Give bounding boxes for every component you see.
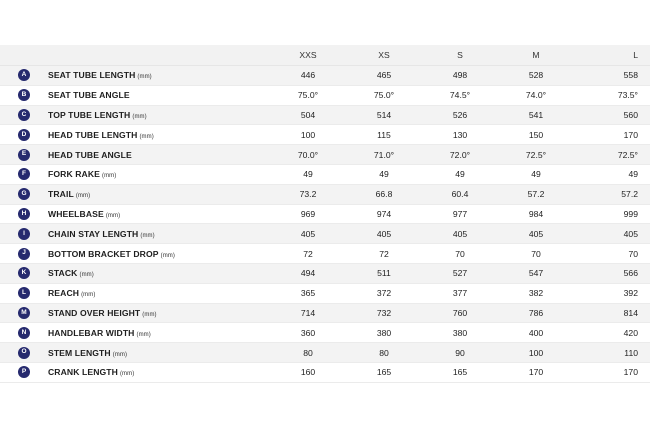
letter-badge: D <box>18 129 30 141</box>
row-value-cell: 558 <box>623 70 638 81</box>
row-letter-cell <box>0 129 48 141</box>
row-value-cell: 74.5° <box>449 90 471 101</box>
row-unit: (mm) <box>105 212 121 219</box>
row-label <box>48 169 270 179</box>
row-value-cell: 73.5° <box>617 90 638 101</box>
row-value-cell: 71.0° <box>373 149 395 160</box>
row-unit: (mm) <box>160 252 175 259</box>
row-value-cell: 70 <box>531 248 541 259</box>
row-label <box>48 130 270 140</box>
row-letter-cell <box>0 89 48 101</box>
row-unit: (mm) <box>136 331 151 338</box>
letter-badge: J <box>18 248 30 260</box>
row-letter-cell <box>0 109 48 121</box>
row-label <box>48 268 270 278</box>
letter-badge: N <box>18 327 30 339</box>
letter-badge: P <box>18 366 30 378</box>
row-value-cell: 160 <box>300 367 316 378</box>
row-value-cell: 560 <box>623 109 638 120</box>
row-label <box>48 348 270 358</box>
row-value-cell: 49 <box>531 169 541 180</box>
table-body <box>0 66 650 383</box>
row-value-cell: 74.0° <box>525 90 547 101</box>
row-value-cell: 380 <box>452 327 468 338</box>
letter-badge: B <box>18 89 30 101</box>
row-letter-cell <box>0 149 48 161</box>
table-row <box>0 284 650 304</box>
letter-badge: F <box>18 168 30 180</box>
row-value-cell: 814 <box>623 307 638 318</box>
row-value-cell: 73.2 <box>299 189 317 200</box>
row-label-text: CHAIN STAY LENGTH <box>48 228 139 239</box>
row-value-cell: 527 <box>452 268 468 279</box>
row-value-cell: 170 <box>623 367 638 378</box>
row-value-cell: 80 <box>303 347 313 358</box>
row-value-cell: 70.0° <box>297 149 319 160</box>
row-label <box>48 249 270 259</box>
row-value-cell: 165 <box>452 367 468 378</box>
header-size-m: M <box>532 50 540 60</box>
row-label-text: TRAIL <box>48 189 74 200</box>
row-value-cell: 405 <box>300 228 316 239</box>
row-label <box>48 209 270 219</box>
row-label <box>48 90 270 100</box>
row-unit: (mm) <box>81 292 96 299</box>
row-value-cell: 70 <box>455 248 465 259</box>
row-label-text: STACK <box>48 268 78 279</box>
row-label <box>48 308 270 318</box>
table-row <box>0 224 650 244</box>
row-label-text: BOTTOM BRACKET DROP <box>48 248 159 259</box>
row-label-text: STAND OVER HEIGHT <box>48 307 141 318</box>
row-unit: (mm) <box>140 232 155 239</box>
row-unit: (mm) <box>101 173 117 180</box>
geometry-table <box>0 45 650 383</box>
table-row <box>0 165 650 185</box>
header-size-xs: XS <box>378 50 390 60</box>
row-unit: (mm) <box>119 371 135 378</box>
row-value-cell: 49 <box>303 169 313 180</box>
row-value-cell: 714 <box>300 307 316 318</box>
row-value-cell: 57.2 <box>527 189 545 200</box>
row-value-cell: 465 <box>376 70 392 81</box>
row-value-cell: 547 <box>528 268 544 279</box>
header-size-s: S <box>457 50 463 60</box>
row-letter-cell <box>0 267 48 279</box>
row-letter-cell <box>0 69 48 81</box>
row-value-cell: 380 <box>376 327 392 338</box>
table-row <box>0 304 650 324</box>
row-unit: (mm) <box>142 311 157 318</box>
row-label <box>48 70 270 80</box>
row-value-cell: 72.5° <box>617 149 638 160</box>
letter-badge: M <box>18 307 30 319</box>
row-label-text: FORK RAKE <box>48 169 100 180</box>
row-label <box>48 288 270 298</box>
table-row <box>0 185 650 205</box>
row-letter-cell <box>0 208 48 220</box>
table-row <box>0 106 650 126</box>
row-value-cell: 170 <box>623 129 638 140</box>
table-row <box>0 363 650 383</box>
row-label <box>48 150 270 160</box>
row-value-cell: 541 <box>528 109 544 120</box>
row-label-text: REACH <box>48 288 80 299</box>
row-unit: (mm) <box>79 272 94 279</box>
row-label <box>48 229 270 239</box>
table-row <box>0 244 650 264</box>
row-value-cell: 110 <box>624 347 638 358</box>
row-letter-cell <box>0 287 48 299</box>
row-value-cell: 405 <box>528 228 544 239</box>
table-row <box>0 205 650 225</box>
row-label-text: CRANK LENGTH <box>48 367 118 378</box>
row-value-cell: 999 <box>623 208 638 219</box>
letter-badge: C <box>18 109 30 121</box>
row-unit: (mm) <box>137 74 152 81</box>
letter-badge: G <box>18 188 30 200</box>
row-label-text: HEAD TUBE ANGLE <box>48 149 132 160</box>
row-value-cell: 130 <box>452 129 468 140</box>
row-label-text: HANDLEBAR WIDTH <box>48 327 135 338</box>
row-value-cell: 75.0° <box>373 90 395 101</box>
row-value-cell: 977 <box>452 208 468 219</box>
row-value-cell: 969 <box>300 208 316 219</box>
row-value-cell: 72 <box>379 248 389 259</box>
letter-badge: O <box>18 347 30 359</box>
row-value-cell: 360 <box>300 327 316 338</box>
row-value-cell: 72.0° <box>449 149 471 160</box>
row-value-cell: 760 <box>452 307 468 318</box>
header-size-xxs: XXS <box>299 50 317 60</box>
row-value-cell: 984 <box>528 208 544 219</box>
row-value-cell: 72.5° <box>525 149 547 160</box>
row-value-cell: 80 <box>379 347 389 358</box>
row-label-text: STEM LENGTH <box>48 347 111 358</box>
letter-badge: A <box>18 69 30 81</box>
row-value-cell: 400 <box>528 327 544 338</box>
row-label-text: WHEELBASE <box>48 208 104 219</box>
row-value-cell: 165 <box>376 367 392 378</box>
row-label-text: HEAD TUBE LENGTH <box>48 129 138 140</box>
row-letter-cell <box>0 248 48 260</box>
row-label-text: TOP TUBE LENGTH <box>48 109 131 120</box>
row-value-cell: 511 <box>377 268 391 279</box>
row-value-cell: 170 <box>528 367 544 378</box>
letter-badge: I <box>18 228 30 240</box>
row-value-cell: 57.2 <box>621 189 638 200</box>
letter-badge: E <box>18 149 30 161</box>
row-value-cell: 420 <box>623 327 638 338</box>
row-value-cell: 494 <box>300 268 316 279</box>
row-value-cell: 732 <box>376 307 392 318</box>
row-letter-cell <box>0 168 48 180</box>
table-row <box>0 125 650 145</box>
letter-badge: H <box>18 208 30 220</box>
row-value-cell: 115 <box>377 129 391 140</box>
row-value-cell: 90 <box>455 347 465 358</box>
row-value-cell: 100 <box>528 347 544 358</box>
row-value-cell: 49 <box>455 169 465 180</box>
row-value-cell: 504 <box>300 109 316 120</box>
row-label <box>48 110 270 120</box>
table-row <box>0 343 650 363</box>
letter-badge: L <box>18 287 30 299</box>
table-row <box>0 86 650 106</box>
table-row <box>0 323 650 343</box>
row-label <box>48 189 270 199</box>
row-value-cell: 514 <box>376 109 392 120</box>
table-row <box>0 145 650 165</box>
row-value-cell: 405 <box>623 228 638 239</box>
row-unit: (mm) <box>132 113 147 120</box>
row-label-text: SEAT TUBE LENGTH <box>48 70 136 81</box>
table-row <box>0 66 650 86</box>
row-value-cell: 528 <box>528 70 544 81</box>
row-value-cell: 974 <box>376 208 392 219</box>
row-value-cell: 60.4 <box>451 189 469 200</box>
row-value-cell: 405 <box>452 228 468 239</box>
row-letter-cell <box>0 327 48 339</box>
row-value-cell: 526 <box>452 109 468 120</box>
row-value-cell: 372 <box>376 288 392 299</box>
row-value-cell: 382 <box>528 288 544 299</box>
row-label <box>48 367 270 377</box>
row-letter-cell <box>0 347 48 359</box>
row-value-cell: 377 <box>452 288 468 299</box>
row-letter-cell <box>0 307 48 319</box>
row-value-cell: 75.0° <box>297 90 319 101</box>
table-header-row <box>0 45 650 66</box>
row-unit: (mm) <box>75 193 91 200</box>
row-value-cell: 786 <box>528 307 544 318</box>
row-value-cell: 49 <box>628 169 638 180</box>
row-value-cell: 70 <box>628 248 638 259</box>
row-value-cell: 392 <box>623 288 638 299</box>
row-value-cell: 66.8 <box>375 189 393 200</box>
row-label <box>48 328 270 338</box>
row-value-cell: 72 <box>303 248 313 259</box>
row-label-text: SEAT TUBE ANGLE <box>48 90 130 101</box>
row-value-cell: 100 <box>300 129 316 140</box>
row-value-cell: 498 <box>452 70 468 81</box>
header-size-l: L <box>633 50 638 60</box>
row-letter-cell <box>0 188 48 200</box>
row-value-cell: 150 <box>528 129 544 140</box>
row-letter-cell <box>0 366 48 378</box>
row-value-cell: 566 <box>623 268 638 279</box>
row-value-cell: 405 <box>376 228 392 239</box>
letter-badge: K <box>18 267 30 279</box>
row-unit: (mm) <box>112 351 128 358</box>
row-value-cell: 446 <box>300 70 316 81</box>
row-letter-cell <box>0 228 48 240</box>
table-row <box>0 264 650 284</box>
row-value-cell: 49 <box>379 169 389 180</box>
row-value-cell: 365 <box>300 288 316 299</box>
row-unit: (mm) <box>139 133 154 140</box>
